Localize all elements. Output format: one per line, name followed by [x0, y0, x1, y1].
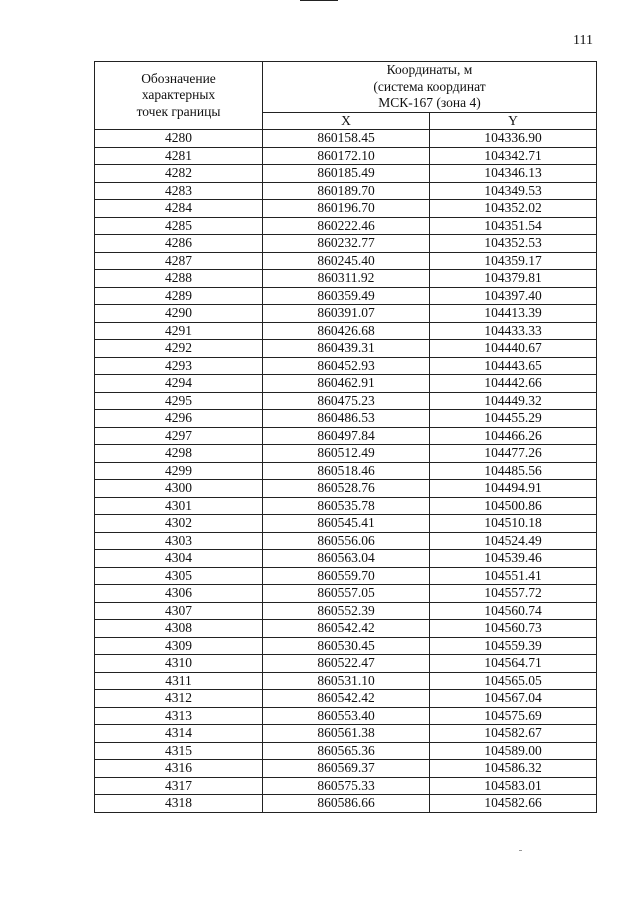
y-coordinate-cell: 104477.26: [430, 445, 597, 463]
table-row: [95, 515, 597, 533]
point-id-cell: 4293: [95, 357, 263, 375]
y-coordinate-cell: 104351.54: [430, 217, 597, 235]
y-coordinate-cell: 104500.86: [430, 497, 597, 515]
point-id-cell: 4308: [95, 620, 263, 638]
x-coordinate-cell: 860586.66: [263, 795, 430, 813]
table-row: [95, 287, 597, 305]
table-row: [95, 392, 597, 410]
table-row: [95, 725, 597, 743]
top-edge-mark: [300, 0, 338, 1]
y-coordinate-cell: 104336.90: [430, 130, 597, 148]
table-row: [95, 462, 597, 480]
x-coordinate-cell: 860439.31: [263, 340, 430, 358]
point-id-cell: 4310: [95, 655, 263, 673]
y-coordinate-cell: 104539.46: [430, 550, 597, 568]
coords-header-line: (система координат: [373, 78, 486, 94]
point-id-cell: 4302: [95, 515, 263, 533]
y-coordinate-cell: 104582.66: [430, 795, 597, 813]
x-coordinate-cell: 860512.49: [263, 445, 430, 463]
y-coordinate-cell: 104589.00: [430, 742, 597, 760]
point-id-cell: 4317: [95, 777, 263, 795]
table-row: [95, 445, 597, 463]
point-id-cell: 4288: [95, 270, 263, 288]
table-row: [95, 147, 597, 165]
point-id-cell: 4309: [95, 637, 263, 655]
y-coordinate-cell: 104466.26: [430, 427, 597, 445]
point-id-cell: 4287: [95, 252, 263, 270]
point-id-cell: 4316: [95, 760, 263, 778]
point-id-cell: 4286: [95, 235, 263, 253]
y-coordinate-cell: 104582.67: [430, 725, 597, 743]
x-coordinate-cell: 860196.70: [263, 200, 430, 218]
x-coordinate-cell: 860557.05: [263, 585, 430, 603]
x-coordinate-cell: 860569.37: [263, 760, 430, 778]
point-id-cell: 4298: [95, 445, 263, 463]
table-row: [95, 585, 597, 603]
y-coordinate-cell: 104494.91: [430, 480, 597, 498]
table-row: [95, 602, 597, 620]
point-id-cell: 4299: [95, 462, 263, 480]
x-coordinate-cell: 860522.47: [263, 655, 430, 673]
y-coordinate-cell: 104349.53: [430, 182, 597, 200]
y-coordinate-cell: 104433.33: [430, 322, 597, 340]
y-coordinate-cell: 104346.13: [430, 165, 597, 183]
point-id-cell: 4290: [95, 305, 263, 323]
x-coordinate-cell: 860528.76: [263, 480, 430, 498]
y-coordinate-cell: 104442.66: [430, 375, 597, 393]
point-id-cell: 4292: [95, 340, 263, 358]
table-row: [95, 270, 597, 288]
y-coordinate-cell: 104413.39: [430, 305, 597, 323]
scan-speck: [519, 850, 522, 851]
table-row: [95, 550, 597, 568]
y-coordinate-cell: 104586.32: [430, 760, 597, 778]
table-row: [95, 637, 597, 655]
table-body: [95, 130, 597, 813]
x-coordinate-cell: 860552.39: [263, 602, 430, 620]
point-id-cell: 4280: [95, 130, 263, 148]
table-row: [95, 217, 597, 235]
y-coordinate-cell: 104524.49: [430, 532, 597, 550]
x-coordinate-cell: 860462.91: [263, 375, 430, 393]
x-coordinate-cell: 860535.78: [263, 497, 430, 515]
point-id-cell: 4300: [95, 480, 263, 498]
x-coordinate-cell: 860391.07: [263, 305, 430, 323]
y-coordinate-cell: 104342.71: [430, 147, 597, 165]
point-id-cell: 4312: [95, 690, 263, 708]
table-row: [95, 165, 597, 183]
table-row: [95, 777, 597, 795]
x-coordinate-cell: 860556.06: [263, 532, 430, 550]
y-coordinate-cell: 104379.81: [430, 270, 597, 288]
coords-header-line: Координаты, м: [386, 62, 473, 77]
point-id-cell: 4307: [95, 602, 263, 620]
x-coordinate-cell: 860359.49: [263, 287, 430, 305]
y-coordinate-cell: 104449.32: [430, 392, 597, 410]
point-header-line: Обозначение: [141, 70, 216, 86]
x-coordinate-cell: 860545.41: [263, 515, 430, 533]
point-id-cell: 4304: [95, 550, 263, 568]
table-row: [95, 200, 597, 218]
point-id-cell: 4284: [95, 200, 263, 218]
table-row: [95, 427, 597, 445]
x-coordinate-cell: 860542.42: [263, 620, 430, 638]
point-id-cell: 4301: [95, 497, 263, 515]
x-coordinate-cell: 860530.45: [263, 637, 430, 655]
x-coordinate-cell: 860185.49: [263, 165, 430, 183]
table-row: [95, 690, 597, 708]
point-id-cell: 4289: [95, 287, 263, 305]
y-coordinate-cell: 104397.40: [430, 287, 597, 305]
y-coordinate-cell: 104455.29: [430, 410, 597, 428]
x-coordinate-cell: 860542.42: [263, 690, 430, 708]
x-coordinate-cell: 860575.33: [263, 777, 430, 795]
point-header-line: точек границы: [136, 103, 221, 119]
y-coordinate-cell: 104510.18: [430, 515, 597, 533]
x-coordinate-cell: 860452.93: [263, 357, 430, 375]
y-coordinate-cell: 104352.02: [430, 200, 597, 218]
y-coordinate-cell: 104559.39: [430, 637, 597, 655]
y-coordinate-cell: 104443.65: [430, 357, 597, 375]
table-row: [95, 655, 597, 673]
y-coordinate-cell: 104485.56: [430, 462, 597, 480]
table-row: [95, 235, 597, 253]
table-row: [95, 620, 597, 638]
point-id-cell: 4313: [95, 707, 263, 725]
table-row: [95, 340, 597, 358]
x-coordinate-cell: 860158.45: [263, 130, 430, 148]
table-row: [95, 532, 597, 550]
table-row: [95, 480, 597, 498]
point-id-cell: 4291: [95, 322, 263, 340]
point-id-cell: 4305: [95, 567, 263, 585]
point-id-cell: 4282: [95, 165, 263, 183]
y-coordinate-cell: 104551.41: [430, 567, 597, 585]
y-coordinate-cell: 104564.71: [430, 655, 597, 673]
table-row: [95, 305, 597, 323]
x-coordinate-cell: 860245.40: [263, 252, 430, 270]
table-row: [95, 567, 597, 585]
table-row: [95, 410, 597, 428]
x-coordinate-cell: 860553.40: [263, 707, 430, 725]
table-row: [95, 357, 597, 375]
point-id-cell: 4315: [95, 742, 263, 760]
y-coordinate-cell: 104583.01: [430, 777, 597, 795]
x-coordinate-cell: 860561.38: [263, 725, 430, 743]
point-id-cell: 4296: [95, 410, 263, 428]
table-row: [95, 252, 597, 270]
y-coordinate-cell: 104359.17: [430, 252, 597, 270]
point-designation-header: [95, 62, 263, 130]
y-coordinate-cell: 104352.53: [430, 235, 597, 253]
point-id-cell: 4285: [95, 217, 263, 235]
table-row: [95, 707, 597, 725]
x-coordinate-cell: 860563.04: [263, 550, 430, 568]
y-coordinate-cell: 104565.05: [430, 672, 597, 690]
x-coordinate-cell: 860565.36: [263, 742, 430, 760]
y-coordinate-cell: 104560.74: [430, 602, 597, 620]
table-row: [95, 742, 597, 760]
x-coordinate-cell: 860475.23: [263, 392, 430, 410]
table-row: [95, 322, 597, 340]
table-row: [95, 375, 597, 393]
coordinates-table: [94, 61, 597, 813]
x-coordinate-cell: 860426.68: [263, 322, 430, 340]
y-coordinate-cell: 104567.04: [430, 690, 597, 708]
point-id-cell: 4281: [95, 147, 263, 165]
table-row: [95, 760, 597, 778]
table-row: [95, 795, 597, 813]
table-row: [95, 672, 597, 690]
point-header-line: характерных: [141, 87, 216, 103]
x-coordinate-cell: 860518.46: [263, 462, 430, 480]
coords-header-line: МСК-167 (зона 4): [378, 95, 481, 110]
x-coordinate-cell: 860232.77: [263, 235, 430, 253]
x-coordinate-cell: 860172.10: [263, 147, 430, 165]
y-coordinate-cell: 104557.72: [430, 585, 597, 603]
y-coordinate-cell: 104560.73: [430, 620, 597, 638]
y-coordinate-cell: 104575.69: [430, 707, 597, 725]
y-coordinate-cell: 104440.67: [430, 340, 597, 358]
point-id-cell: 4303: [95, 532, 263, 550]
point-id-cell: 4294: [95, 375, 263, 393]
table-row: [95, 182, 597, 200]
y-column-header: Y: [430, 112, 597, 130]
point-id-cell: 4314: [95, 725, 263, 743]
x-coordinate-cell: 860497.84: [263, 427, 430, 445]
point-id-cell: 4306: [95, 585, 263, 603]
coordinates-header: [263, 62, 597, 113]
point-id-cell: 4297: [95, 427, 263, 445]
table-row: [95, 497, 597, 515]
x-coordinate-cell: 860531.10: [263, 672, 430, 690]
point-id-cell: 4283: [95, 182, 263, 200]
table-row: [95, 130, 597, 148]
point-id-cell: 4311: [95, 672, 263, 690]
point-id-cell: 4295: [95, 392, 263, 410]
x-coordinate-cell: 860222.46: [263, 217, 430, 235]
page-number: 111: [573, 33, 593, 48]
point-id-cell: 4318: [95, 795, 263, 813]
x-coordinate-cell: 860559.70: [263, 567, 430, 585]
x-coordinate-cell: 860311.92: [263, 270, 430, 288]
x-coordinate-cell: 860189.70: [263, 182, 430, 200]
x-column-header: X: [263, 112, 430, 130]
x-coordinate-cell: 860486.53: [263, 410, 430, 428]
